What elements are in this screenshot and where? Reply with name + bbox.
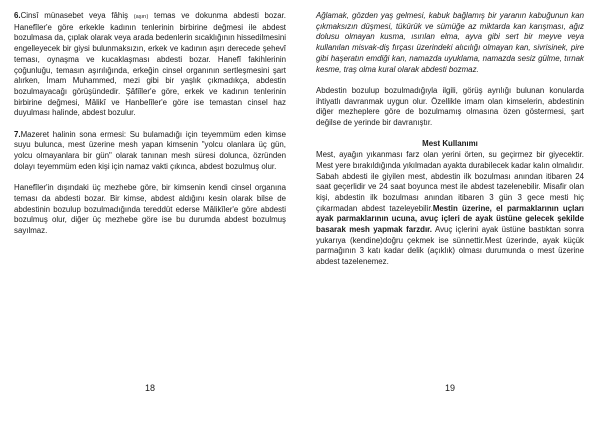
paragraph-text: Cinsî münasebet veya fâhiş xyxy=(20,11,134,20)
right-page xyxy=(300,0,600,423)
paragraph-mest-rules xyxy=(316,172,584,268)
item-number: 6. xyxy=(14,11,21,20)
paragraph-text: Avuç içlerini ayak üstüne bastıktan sonra yukarıya (kendine)doğru çekmek ise sünnettir.Mest üzerinde, ayak küçük parmağının 3 katı kadar delik (açıklık) olması durumunda o mest üzerine abdest tazelenemez. xyxy=(316,225,584,267)
right-text-column xyxy=(316,11,584,268)
item-number: 7. xyxy=(14,129,21,139)
paragraph-item-7 xyxy=(14,130,286,173)
paragraph-other-schools: Hanefîler'in dışındaki üç mezhebe göre, bir kimsenin kendi cinsel organına teması da abdesti bozar. Bir kimse, abdest aldığını kesin olarak bilse de abdestinin bozulup bozulmadığında tereddüt ederse Mâlikîler'e göre abdesti bozulmuş olur, diğer üç mezhebe göre ise bu durumda abdest bozulmuş sayılmaz. xyxy=(14,183,286,236)
left-text-column xyxy=(14,11,286,237)
paragraph-text: temas ve dokunma abdesti bozar. Hanefîler'e göre erkekle kadının tenlerinin birbirine değmesi ile abdest bozulmasa da, çıplak olarak veya arada bedenlerin sıcaklığının hissedilmesini engelleyecek bir giysi bulunmaksızın, erkek ve kadının aşırı derecede şehevî teması, oynaşma ve kucaklaşması abdesti bozar. Hanefî fakihlerinin çoğunluğu, temasın aşırılığında, erkeğin cinsel organının sertleşmesini şart alırken, İmam Muhammed, mezi gibi bir yaşlık çıkmadıkça, abdestin bozulmayacağı görüşündedir. Şâfiîler'e göre, erkek ve kadının tenlerinin birbirine değmesi, Mâlikî ve Hanbelîler'e göre ise temastan cinsel haz duyulması halinde, abdest bozulur. xyxy=(14,11,287,118)
section-heading: Mest Kullanımı xyxy=(422,139,478,149)
paragraph-precaution: Abdestin bozulup bozulmadığıyla ilgili, görüş ayrılığı bulunan konularda ihtiyatlı davranmak uygun olur. Özellikle imam olan kimselerin, abdestinin diğer mezheplere göre de bozulmamış olmasına özen göstermesi, şart değilse de yerinde bir davranıştır. xyxy=(316,85,584,128)
paragraph-text: Mazeret halinin sona ermesi: Su bulamadığı için teyemmüm eden kimse suyu bulunca, mest üzerine mesh yapan kimsenin "yolcu olanlara üç gün, yolcu olmayanlara bir gün" olarak tanınan mesh süresi dolunca, özründen dolayı teyemmüm eden kişi için namaz vakti çıkınca, abdest bozulmuş olur. xyxy=(14,129,286,171)
paragraph-mest-definition: Mest, ayağın yıkanması farz olan yerini örten, su geçirmez bir giyecektir. Mest yere bırakıldığında yıkılmadan ayakta durabilecek kadar kalın olmalıdır. xyxy=(316,150,584,170)
page-number-right: 19 xyxy=(444,383,455,393)
bold-rule-text: Mestin üzerine, el parmaklarının uçları ayak parmaklarının ucuna, avuç içleri de ayak üstüne gelecek şekilde basarak mesh yapmak farzdır. xyxy=(316,203,584,235)
paragraph-non-invalidators: Ağlamak, gözden yaş gelmesi, kabuk bağlamış bir yaranın kabuğunun kan çıkmaksızın düşmesi, tükürük ve sümüğe az miktarda kan karışması, ağız dolusu olmayan kusma, ısırılan elma, ayva gibi sert bir meyve veya kullanılan misvak-diş fırçası üzerindeki alıcılığı olmayan kan, sivrisinek, pire gibi haşeratın emdiği kan, namazda uyuklama, namazda sesiz gülme, tırnak kesme, traş olma kural olarak abdesti bozmaz. xyxy=(316,11,584,74)
paragraph-item-6 xyxy=(14,11,286,119)
inline-annotation: (aşırı) xyxy=(133,14,149,20)
page-number-left: 18 xyxy=(144,383,155,393)
paragraph-text: Sabah abdesti ile giyilen mest, abdestin ilk bozulması anından itibaren 24 saat geçerlidir ve 24 saat boyunca mest ile abdest tazelenebilir. Misafir olan kişi, abdestin ilk bozulması anından itibaren 3 gün 3 gece mesti hiç çıkarmadan abdest tazeleyebilir. xyxy=(316,171,584,213)
